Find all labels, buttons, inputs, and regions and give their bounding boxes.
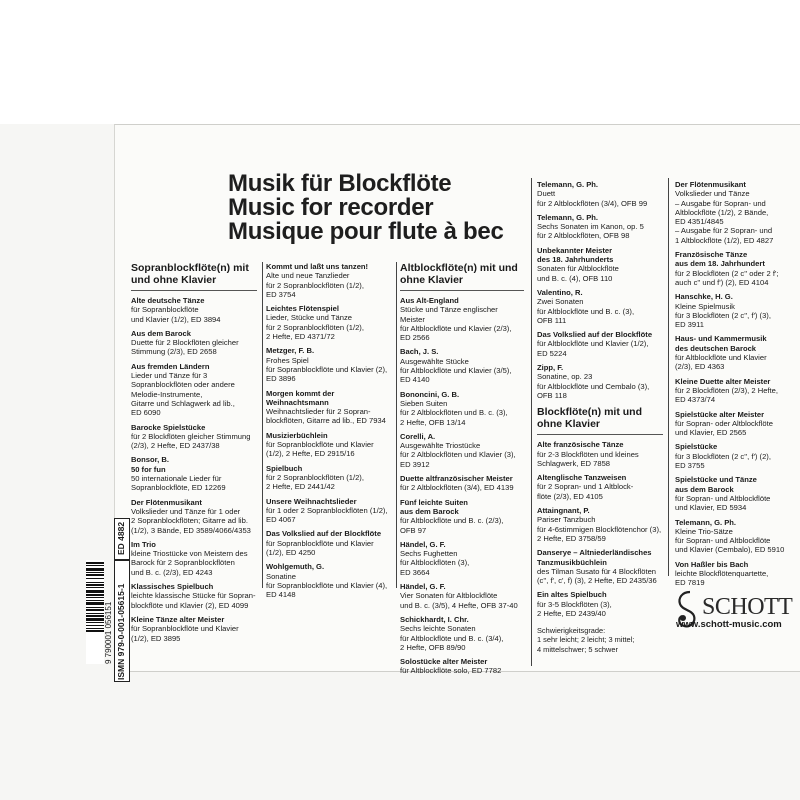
publisher-url[interactable]: www.schott-music.com: [676, 619, 782, 630]
entry-title: Der Flötenmusikant: [675, 180, 746, 189]
entry-description: Duette für 2 Blockflöten gleicher Stimmung (2/3), ED 2658: [131, 338, 239, 357]
entry-description: Kleine Spielmusik für 3 Blockflöten (2 c'', f') (3), ED 3911: [675, 301, 771, 330]
catalog-entry: [675, 334, 793, 371]
catalog-entry: [400, 347, 524, 384]
entry-description: für 2-3 Blockflöten und kleines Schlagwerk, ED 7858: [537, 449, 639, 468]
entry-title: Leichtes Flötenspiel: [266, 304, 340, 314]
section-heading-soprano: Sopranblockflöte(n) mit und ohne Klavier: [131, 262, 257, 291]
catalog-entry: [675, 250, 793, 287]
entry-title: Alte deutsche Tänze: [131, 296, 205, 305]
catalog-entry: [400, 657, 524, 676]
column-divider: [396, 262, 397, 588]
entry-description: Sonatine für Sopranblockflöte und Klavier (4), ED 4148: [266, 571, 388, 600]
section-heading-recorders: Blockflöte(n) mit und ohne Klavier: [537, 406, 663, 435]
column-divider: [668, 178, 669, 576]
entry-title: Unbekannter Meister des 18. Jahrhunderts: [537, 245, 614, 265]
catalog-entry: [131, 582, 257, 610]
difficulty-legend: Schwierigkeitsgrade: 1 sehr leicht; 2 leicht; 3 mittel; 4 mittelschwer; 5 schwer: [537, 626, 635, 654]
entry-description: Weihnachtslieder für 2 Sopran- blockflöten, Gitarre ad lib., ED 7934: [266, 407, 386, 426]
entry-description: für 2 Sopranblockflöten (1/2), 2 Hefte, ED 2441/42: [266, 472, 364, 492]
entry-title: Spielstücke und Tänze aus dem Barock: [675, 475, 757, 494]
entry-title: Aus Alt-England: [400, 296, 459, 305]
catalog-entry: [675, 442, 793, 470]
entry-description: Sonaten für Altblockflöte und B. c. (4), OFB 110: [537, 264, 619, 283]
entry-title: Telemann, G. Ph.: [537, 180, 599, 189]
column-recorders-continued: [675, 180, 793, 593]
entry-title: Kleine Tänze alter Meister: [131, 614, 225, 624]
entry-title: Bonsor, B. 50 for fun: [131, 455, 169, 474]
column-soprano-continued: [266, 262, 390, 605]
entry-list: [675, 180, 793, 588]
catalog-entry: [537, 440, 663, 468]
catalog-entry: [266, 304, 390, 341]
entry-title: Kommt und laßt uns tanzen!: [266, 262, 369, 271]
entry-description: für 3 Blockflöten (2 c'', f') (2), ED 3755: [675, 451, 771, 471]
entry-title: Barocke Spielstücke: [131, 422, 206, 432]
entry-title: Unsere Weihnachtslieder: [266, 496, 357, 506]
barcode-bars: [86, 560, 104, 664]
entry-description: für Altblockflöte und Klavier (1/2), ED 5224: [537, 339, 649, 358]
catalog-entry: [400, 390, 524, 427]
catalog-entry: [675, 292, 793, 329]
catalog-entry: [400, 432, 524, 469]
catalog-entry: [537, 246, 663, 283]
catalog-entry: [131, 329, 257, 357]
title-block: [228, 172, 528, 244]
entry-description: Kleine Trio-Sätze für Sopran- und Altblockflöte und Klavier (Cembalo), ED 5910: [675, 526, 785, 555]
entry-description: für 3-5 Blockflöten (3), 2 Hefte, ED 2439/40: [537, 599, 612, 618]
entry-title: Spielstücke alter Meister: [675, 409, 765, 419]
schott-wordmark: SCHOTT: [702, 594, 793, 620]
entry-description: für Altblockflöte und Klavier (2/3), ED 4363: [675, 353, 767, 372]
catalog-entry: [131, 540, 257, 577]
entry-description: Vier Sonaten für Altblockflöte und B. c. (3/5), 4 Hefte, OFB 37-40: [400, 591, 518, 610]
entry-title: Das Volkslied auf der Blockflöte: [266, 529, 382, 539]
entry-title: Aus dem Barock: [131, 328, 191, 338]
entry-title: Aus fremden Ländern: [131, 361, 210, 371]
entry-description: Duett für 2 Altblockflöten (3/4), OFB 99: [537, 189, 648, 208]
catalog-entry: [131, 423, 257, 451]
catalog-entry: [400, 296, 524, 342]
entry-description: für 2 Sopran- und 1 Altblock- flöte (2/3), ED 4105: [537, 482, 634, 501]
catalog-entry: [131, 455, 257, 492]
catalog-entry: [675, 560, 793, 588]
entry-description: leichte klassische Stücke für Sopran- blockflöte und Klavier (2), ED 4099: [131, 591, 256, 610]
entry-description: Sonatine, op. 23 für Altblockflöte und Cembalo (3), OFB 118: [537, 372, 650, 400]
catalog-entry: [537, 363, 663, 400]
entry-title: Duette altfranzösischer Meister: [400, 474, 513, 484]
entry-title: Spielstücke: [675, 442, 718, 452]
entry-title: Der Flötenmusikant: [131, 497, 202, 507]
catalog-entry: [537, 548, 663, 585]
entry-title: Morgen kommt der Weihnachtsmann: [266, 388, 335, 407]
catalog-entry: [400, 582, 524, 610]
catalog-entry: [675, 518, 793, 555]
entry-description: für Altblockflöte und B. c. (2/3), OFB 97: [400, 516, 504, 535]
entry-title: Zipp, F.: [537, 363, 564, 373]
entry-title: Solostücke alter Meister: [400, 657, 488, 667]
entry-title: Fünf leichte Suiten aus dem Barock: [400, 497, 468, 516]
entry-title: Französische Tänze aus dem 18. Jahrhundert: [675, 250, 765, 269]
entry-description: Pariser Tanzbuch für 4-6stimmigen Blockflötenchor (3), 2 Hefte, ED 3758/59: [537, 515, 662, 543]
entry-title: Hanschke, H. G.: [675, 292, 733, 302]
entry-title: Telemann, G. Ph.: [675, 517, 737, 527]
entry-description: Ausgewählte Stücke für Altblockflöte und Klavier (3/5), ED 4140: [400, 356, 512, 385]
catalog-entry: [400, 474, 524, 493]
entry-description: für Sopran- oder Altblockflöte und Klavier, ED 2565: [675, 418, 773, 438]
edition-box: [114, 518, 130, 560]
ismn-number: ISMN 979-0-001-05615-1: [116, 583, 126, 680]
entry-description: Stücke und Tänze englischer Meister für Altblockflöte und Klavier (2/3), ED 2566: [400, 305, 512, 343]
entry-list: [266, 262, 390, 600]
entry-description: Lieder, Stücke und Tänze für 2 Sopranblockflöten (1/2), 2 Hefte, ED 4371/72: [266, 313, 364, 342]
column-divider: [262, 262, 263, 588]
entry-title: Altenglische Tanzweisen: [537, 473, 627, 483]
entry-description: für 2 Blockflöten (2/3), 2 Hefte, ED 4373/74: [675, 385, 778, 405]
entry-description: Volkslieder und Tänze – Ausgabe für Sopran- und Altblockflöte (1/2), 2 Bände, ED 4351/4845 – Ausgabe für 2 Sopran- und 1 Altblockflöte (1/2), ED 4827: [675, 189, 774, 245]
entry-title: Klassisches Spielbuch: [131, 582, 214, 592]
entry-description: Sechs Fughetten für Altblockflöten (3), ED 3664: [400, 549, 470, 577]
catalog-entry: [400, 540, 524, 577]
entry-description: 50 internationale Lieder für Sopranblockflöte, ED 12269: [131, 474, 226, 493]
entry-title: Bach, J. S.: [400, 347, 439, 357]
entry-list: [537, 440, 663, 618]
entry-list: [131, 296, 257, 643]
entry-title: Händel, G. F.: [400, 539, 446, 549]
catalog-entry: [400, 615, 524, 652]
entry-title: Händel, G. F.: [400, 582, 446, 592]
entry-description: für 2 Blockflöten (2 c'' oder 2 f'; auch c'' und f') (2), ED 4104: [675, 268, 779, 287]
entry-description: für Sopran- und Altblockflöte und Klavier, ED 5934: [675, 493, 771, 513]
catalog-entry: [675, 377, 793, 405]
entry-description: für Sopranblockflöte und Klavier (1/2), ED 4250: [266, 538, 374, 558]
entry-title: Attaingnant, P.: [537, 506, 590, 516]
catalog-entry: [537, 213, 663, 241]
catalog-entry: [266, 389, 390, 426]
entry-description: Zwei Sonaten für Altblockflöte und B. c. (3), OFB 111: [537, 297, 635, 325]
entry-title: Kleine Duette alter Meister: [675, 376, 771, 386]
entry-title: Spielbuch: [266, 463, 303, 473]
entry-title: Corelli, A.: [400, 431, 436, 441]
section-heading-alto: Altblockflöte(n) mit und ohne Klavier: [400, 262, 524, 291]
entry-description: Lieder und Tänze für 3 Sopranblockflöten oder andere Melodie-Instrumente, Gitarre und Schlagwerk ad lib., ED 6090: [131, 371, 235, 418]
catalog-entry: [131, 362, 257, 418]
entry-title: Valentino, R.: [537, 287, 583, 297]
entry-description: für Sopranblockflöte und Klavier (1/2), ED 3894: [131, 305, 221, 324]
catalog-entry: [400, 498, 524, 535]
entry-description: leichte Blockflötenquartette, ED 7819: [675, 568, 769, 588]
entry-description: kleine Triostücke von Meistern des Barock für 2 Sopranblockflöten und B. c. (2/3), ED 4243: [131, 549, 248, 577]
entry-title: Von Haßler bis Bach: [675, 559, 749, 569]
entry-title: Telemann, G. Ph.: [537, 212, 599, 222]
column-alto: [400, 262, 524, 681]
entry-description: Sieben Suiten für 2 Altblockflöten und B. c. (3), 2 Hefte, OFB 13/14: [400, 398, 508, 427]
entry-description: des Tilman Susato für 4 Blockflöten (c'', f', c', f) (3), 2 Hefte, ED 2435/36: [537, 566, 657, 586]
entry-title: Danserye – Altniederländisches Tanzmusikbüchlein: [537, 548, 652, 567]
title-french: Musique pour flute à bec: [228, 218, 504, 245]
entry-description: für 2 Altblockflöten (3/4), ED 4139: [400, 483, 514, 493]
entry-description: Sechs leichte Sonaten für Altblockflöte und B. c. (3/4), 2 Hefte, OFB 89/90: [400, 624, 504, 652]
entry-description: Frohes Spiel für Sopranblockflöte und Klavier (2), ED 3896: [266, 355, 388, 384]
column-divider: [531, 178, 532, 666]
entry-description: für 1 oder 2 Sopranblockflöten (1/2), ED 4067: [266, 505, 388, 525]
catalog-entry: [266, 346, 390, 383]
catalog-entry: [537, 590, 663, 618]
entry-list: [400, 296, 524, 676]
ismn-box: [114, 560, 130, 682]
catalog-entry: [266, 464, 390, 492]
catalog-entry: [537, 288, 663, 325]
entry-title: Haus- und Kammermusik des deutschen Barock: [675, 334, 767, 353]
entry-title: Metzger, F. B.: [266, 346, 315, 356]
entry-description: Alte und neue Tanzlieder für 2 Sopranblockflöten (1/2), ED 3754: [266, 271, 364, 299]
barcode-digits: 9 790001 056151: [104, 601, 113, 664]
entry-title: Alte französische Tänze: [537, 440, 624, 450]
catalog-entry: [266, 497, 390, 525]
entry-title: Das Volkslied auf der Blockflöte: [537, 330, 653, 340]
top-margin: [0, 0, 800, 124]
catalog-entry: [131, 498, 257, 535]
catalog-entry: [131, 615, 257, 643]
entry-description: für Sopranblockflöte und Klavier (1/2), 2 Hefte, ED 2915/16: [266, 440, 374, 459]
catalog-entry: [675, 180, 793, 245]
catalog-entry: [675, 410, 793, 438]
catalog-entry: [266, 431, 390, 459]
entry-title: Musizierbüchlein: [266, 430, 328, 440]
catalog-entry: [131, 296, 257, 324]
entry-title: Ein altes Spielbuch: [537, 590, 607, 600]
catalog-entry: [537, 180, 663, 208]
schott-logo: [672, 590, 792, 640]
catalog-entry: [266, 262, 390, 299]
entry-list: [537, 180, 663, 400]
entry-description: Ausgewählte Triostücke für 2 Altblockflöten und Klavier (3), ED 3912: [400, 441, 516, 469]
entry-title: Bononcini, G. B.: [400, 389, 460, 399]
entry-title: Im Trio: [131, 539, 156, 549]
catalog-entry: [675, 475, 793, 512]
catalog-entry: [537, 506, 663, 543]
entry-description: für Sopranblockflöte und Klavier (1/2), ED 3895: [131, 624, 239, 643]
catalog-entry: [537, 473, 663, 501]
column-alto-continued: [537, 180, 663, 654]
entry-description: Volkslieder und Tänze für 1 oder 2 Sopranblockflöten; Gitarre ad lib. (1/2), 3 Bände, ED 3589/4066/4353: [131, 506, 251, 535]
entry-description: für 2 Blockflöten gleicher Stimmung (2/3), 2 Hefte, ED 2437/38: [131, 431, 251, 451]
entry-title: Wohlgemuth, G.: [266, 562, 325, 572]
entry-description: für Altblockflöte solo, ED 7782: [400, 666, 502, 676]
catalog-entry: [266, 562, 390, 599]
title-english: Music for recorder: [228, 194, 434, 221]
catalog-entry: [266, 529, 390, 557]
column-soprano: [131, 262, 257, 648]
entry-description: Sechs Sonaten im Kanon, op. 5 für 2 Altblockflöten, OFB 98: [537, 222, 644, 241]
entry-title: Schickhardt, I. Chr.: [400, 614, 469, 624]
catalog-entry: [537, 330, 663, 358]
title-german: Musik für Blockflöte: [228, 170, 452, 197]
edition-number: ED 4882: [116, 521, 126, 555]
